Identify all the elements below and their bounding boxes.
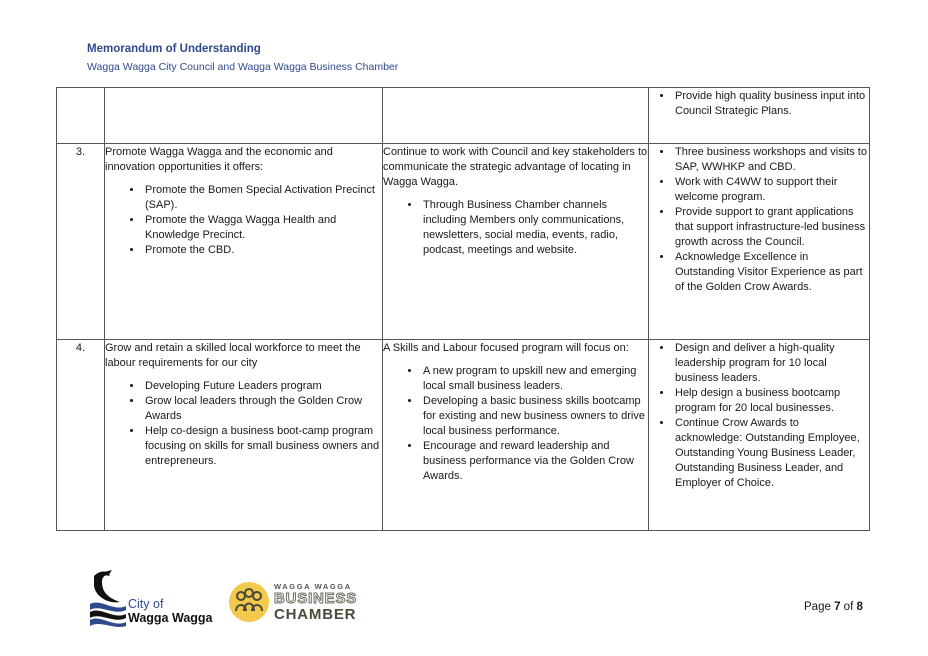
objective-list (105, 183, 382, 258)
list-item: • Provide support to grant applications that support infrastructure-led business growth across the Council. (673, 205, 869, 250)
action-cell (383, 340, 649, 531)
list-item: • Promote the Bomen Special Activation Precinct (SAP). (143, 183, 382, 213)
objective-cell (105, 88, 383, 144)
outcome-cell (649, 144, 870, 340)
list-item: • Developing Future Leaders program (143, 379, 382, 394)
row-number: 3. (57, 144, 105, 340)
chamber-name-small: WAGGA WAGGA (274, 582, 352, 591)
objective-intro: Grow and retain a skilled local workforce to meet the labour requirements for our city (105, 342, 361, 369)
page-number (804, 601, 863, 613)
list-item: • Grow local leaders through the Golden Crow Awards (143, 394, 382, 424)
action-cell (383, 88, 649, 144)
city-name-line2: Wagga Wagga (128, 611, 213, 625)
mou-table (56, 87, 870, 531)
table-row (57, 144, 870, 340)
chamber-name-line2: CHAMBER (274, 606, 357, 623)
list-item: • Promote the Wagga Wagga Health and Knowledge Precinct. (143, 213, 382, 243)
objective-cell (105, 144, 383, 340)
action-intro: A Skills and Labour focused program will focus on: (383, 342, 629, 354)
outcome-list (649, 145, 869, 295)
list-item: • Work with C4WW to support their welcome program. (673, 175, 869, 205)
objective-cell (105, 340, 383, 531)
chamber-name-line1: BUSINESS (274, 590, 358, 607)
outcome-list (649, 89, 869, 119)
city-name-line1: City of (128, 597, 164, 611)
list-item: • Help design a business bootcamp program for 20 local businesses. (673, 386, 869, 416)
outcome-cell (649, 88, 870, 144)
list-item: • Three business workshops and visits to SAP, WWHKP and CBD. (673, 145, 869, 175)
table-row (57, 88, 870, 144)
objective-intro: Promote Wagga Wagga and the economic and innovation opportunities it offers: (105, 146, 333, 173)
outcome-list (649, 341, 869, 491)
objective-list (105, 379, 382, 469)
document-title: Memorandum of Understanding (87, 43, 261, 55)
page-current: 7 (834, 601, 841, 613)
row-number (57, 88, 105, 144)
table-row (57, 340, 870, 531)
action-list (383, 364, 648, 484)
list-item: • Continue Crow Awards to acknowledge: Outstanding Employee, Outstanding Young Business Leader, Outstanding Business Leader, and Employer of Choice. (673, 416, 869, 491)
page-label: Page (804, 601, 831, 613)
list-item: • Acknowledge Excellence in Outstanding Visitor Experience as part of the Golden Crow Awards. (673, 250, 869, 295)
document-subtitle: Wagga Wagga City Council and Wagga Wagga Business Chamber (87, 61, 399, 73)
chamber-logo-icon (228, 581, 270, 623)
list-item: • Promote the CBD. (143, 243, 382, 258)
page-of: of (843, 601, 854, 613)
row-number: 4. (57, 340, 105, 531)
outcome-cell (649, 340, 870, 531)
page-total: 8 (856, 601, 863, 613)
list-item: • Developing a basic business skills bootcamp for existing and new business owners to drive local business performance. (421, 394, 648, 439)
list-item: • Through Business Chamber channels including Members only communications, newsletters, social media, events, radio, podcast, meetings and website. (421, 198, 648, 258)
list-item: • A new program to upskill new and emerging local small business leaders. (421, 364, 648, 394)
list-item: • Design and deliver a high-quality leadership program for 10 local business leaders. (673, 341, 869, 386)
list-item: • Help co-design a business boot-camp program focusing on skills for small business owners and entrepreneurs. (143, 424, 382, 469)
list-item: • Encourage and reward leadership and business performance via the Golden Crow Awards. (421, 439, 648, 484)
action-intro: Continue to work with Council and key stakeholders to communicate the strategic advantage of locating in Wagga Wagga. (383, 146, 648, 188)
action-list (383, 198, 648, 258)
list-item: • Provide high quality business input into Council Strategic Plans. (673, 89, 869, 119)
action-cell (383, 144, 649, 340)
